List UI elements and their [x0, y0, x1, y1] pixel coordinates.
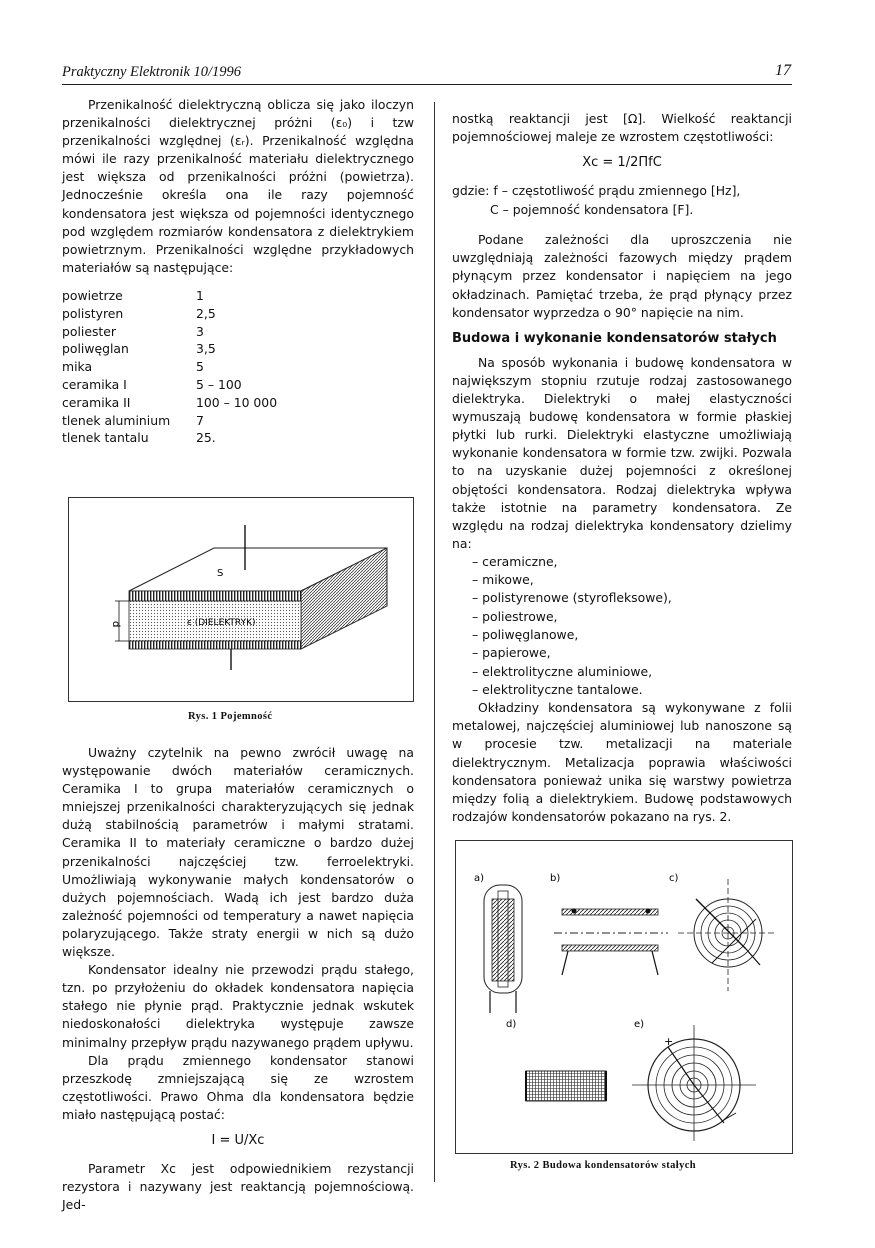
material-row — [62, 376, 277, 394]
material-row — [62, 412, 277, 430]
formula-legend — [452, 182, 792, 219]
legend-c: C – pojemność kondensatora [F]. — [490, 201, 694, 217]
material-row — [62, 358, 277, 376]
figure-construction — [455, 840, 793, 1154]
material-name: ceramika I — [62, 376, 127, 392]
capacitor-type-item: – elektrolityczne aluminiowe, — [472, 663, 653, 679]
material-row — [62, 394, 277, 412]
paragraph-reactance: Parametr Xc jest odpowiednikiem rezystancji rezystora i nazywany jest reaktancją pojemnościową. Jed- — [62, 1161, 414, 1213]
capacitor-type-item: – elektrolityczne tantalowe. — [472, 681, 643, 697]
header-rule — [62, 84, 792, 85]
label-e: e) — [634, 1019, 645, 1030]
capacitor-type-item: – poliwęglanowe, — [472, 627, 579, 643]
material-name: poliwęglan — [62, 341, 129, 357]
legend-f: gdzie: f – częstotliwość prądu zmiennego [Hz], — [452, 183, 741, 199]
material-value: 3,5 — [196, 341, 216, 357]
material-name: poliester — [62, 323, 116, 339]
paragraph-plates: Okładziny kondensatora są wykonywane z folii metalowej, najczęściej aluminiowej lub nanoszone są w procesie tzw. metalizacji na materiale dielektrycznym. Metalizacja poprawia właściwości kondensatora ponieważ unika się warstwy powietrza między folią a dielektrykiem. Budowę podstawowych rodzajów kondensatorów pokazano na rys. 2. — [452, 700, 792, 824]
column-divider — [434, 102, 435, 1182]
construction-diagram — [456, 841, 792, 1153]
material-row — [62, 340, 277, 358]
right-column — [452, 110, 792, 826]
capacitor-type-item: – poliestrowe, — [472, 608, 558, 624]
top-electrode — [129, 591, 301, 601]
left-column-top — [62, 96, 414, 447]
formula-xc: Xc = 1/2ΠfC — [582, 155, 662, 171]
capacitor-type-item: – polistyrenowe (styrofleksowe), — [472, 590, 672, 606]
material-name: mika — [62, 359, 93, 375]
material-value: 1 — [196, 287, 204, 303]
paragraph-ideal-capacitor: Kondensator idealny nie przewodzi prądu stałego, tzn. po przyłożeniu do okładek kondensatora napięcia stałego nie płynie prąd. Praktycznie jednak wskutek niedoskonałości dielektryka występuje zawsze minimalny przepływ prądu nazywanego prądem upływu. — [62, 962, 414, 1050]
wound-capacitor — [678, 879, 774, 991]
section-heading: Budowa i wykonanie kondensatorów stałych — [452, 330, 777, 346]
material-row — [62, 305, 277, 323]
material-row — [62, 429, 277, 447]
material-value: 25. — [196, 430, 216, 446]
left-column-bottom — [62, 744, 414, 1214]
material-row — [62, 287, 277, 305]
capacitor-type-item: – ceramiczne, — [472, 553, 558, 569]
plate-capacitor — [554, 909, 668, 976]
paragraph-construction: Na sposób wykonania i budowę kondensatora w największym stopniu rzutuje rodzaj zastosowanego dielektryka. Dielektryki o małej elastyczności wymuszają budowę kondensatora w formie płaskiej płytki lub rurki. Dielektryki elastyczne umożliwiają wykonanie kondensatora w formie tzw. zwijki. Pozwala to na uzyskanie dużej pojemności z określonej objętości kondensatora. Rodzaj dielektryka wpływa także istotnie na parametry kondensatora. Ze względu na rodzaj dielektryka kondensatory dzielimy na: — [452, 354, 792, 551]
label-s: S — [217, 568, 224, 579]
material-value: 100 – 10 000 — [196, 394, 278, 410]
label-d: d — [110, 621, 121, 628]
formula-ohm: I = U/Xc — [211, 1132, 265, 1148]
capacitor-type-item: – papierowe, — [472, 645, 551, 661]
label-b: b) — [550, 873, 561, 884]
material-name: ceramika II — [62, 394, 131, 410]
label-c: c) — [669, 873, 679, 884]
label-d: d) — [506, 1019, 517, 1030]
material-value: 7 — [196, 412, 204, 428]
label-dielectric: ε (DIELEKTRYK) — [187, 618, 256, 628]
capacitor-types-list — [452, 553, 792, 699]
paragraph-ceramics: Uważny czytelnik na pewno zwrócił uwagę na występowanie dwóch materiałów ceramicznych. Ceramika I to grupa materiałów ceramicznych o mniejszej przenikalności charakteryzujących się jednak dużą stabilnością parametrów i małymi stratami. Ceramika II to materiały ceramiczne o bardzo dużej przenikalności najczęściej tzw. ferroelektryki. Umożliwiają wykonywanie małych kondensatorów o dużych pojemnościach. Wadą ich jest bardzo duża zależność pojemności od temperatury a nawet napięcia polaryzującego. Także straty energii w nich są dużo większe. — [62, 745, 414, 960]
materials-table — [62, 287, 277, 447]
capacitor-diagram — [69, 498, 413, 701]
paragraph-reactance-unit: nostką reaktancji jest [Ω]. Wielkość reaktancji pojemnościowej maleje ze wzrostem częstotliwości: — [452, 111, 792, 145]
figure-capacitance — [68, 497, 414, 702]
material-name: powietrze — [62, 287, 123, 303]
material-name: tlenek tantalu — [62, 430, 149, 446]
material-name: tlenek aluminium — [62, 412, 171, 428]
paragraph-ac-current: Dla prądu zmiennego kondensator stanowi przeszkodę zmniejszającą się ze wzrostem częstotliwości. Prawo Ohma dla kondensatora będzie miało następującą postać: — [62, 1052, 414, 1122]
material-value: 5 — [196, 359, 204, 375]
capacitor-type-item: – mikowe, — [472, 572, 534, 588]
figure1-caption: Rys. 1 Pojemność — [188, 711, 273, 722]
material-name: polistyren — [62, 305, 124, 321]
spiral-capacitor — [632, 1025, 756, 1141]
material-value: 3 — [196, 323, 204, 339]
label-plus: + — [664, 1035, 674, 1048]
material-value: 5 – 100 — [196, 376, 242, 392]
bottom-electrode — [129, 641, 301, 649]
paragraph-permittivity: Przenikalność dielektryczną oblicza się jako iloczyn przenikalności dielektrycznej próżni (ε₀) i tzw przenikalności względnej (εᵣ). Przenikalność względna mówi ile razy przenikalność materiału dielektrycznego jest większa od przenikalności próżni (powietrza). Jednocześnie określa ona ile razy pojemność kondensatora jest większa od pojemności identycznego pod względem rozmiarów kondensatora z dielektrykiem powietrznym. Przenikalności względne przykładowych materiałów są następujące: — [62, 97, 414, 275]
material-value: 2,5 — [196, 305, 216, 321]
paragraph-phase: Podane zależności dla uproszczenia nie uwzględniają zależności fazowych między prądem płynącym przez kondensator i napięciem na jego okładzinach. Pamiętać trzeba, że prąd płynący przez kondensator wyprzedza o 90° napięcie na nim. — [452, 232, 792, 320]
figure2-caption: Rys. 2 Budowa kondensatorów stałych — [510, 1160, 697, 1171]
material-row — [62, 323, 277, 341]
side-face — [301, 548, 387, 649]
stacked-capacitor — [526, 1071, 606, 1101]
page-number: 17 — [775, 62, 791, 79]
label-a: a) — [474, 873, 485, 884]
tubular-capacitor — [484, 885, 522, 1013]
running-header-title: Praktyczny Elektronik 10/1996 — [62, 64, 242, 80]
